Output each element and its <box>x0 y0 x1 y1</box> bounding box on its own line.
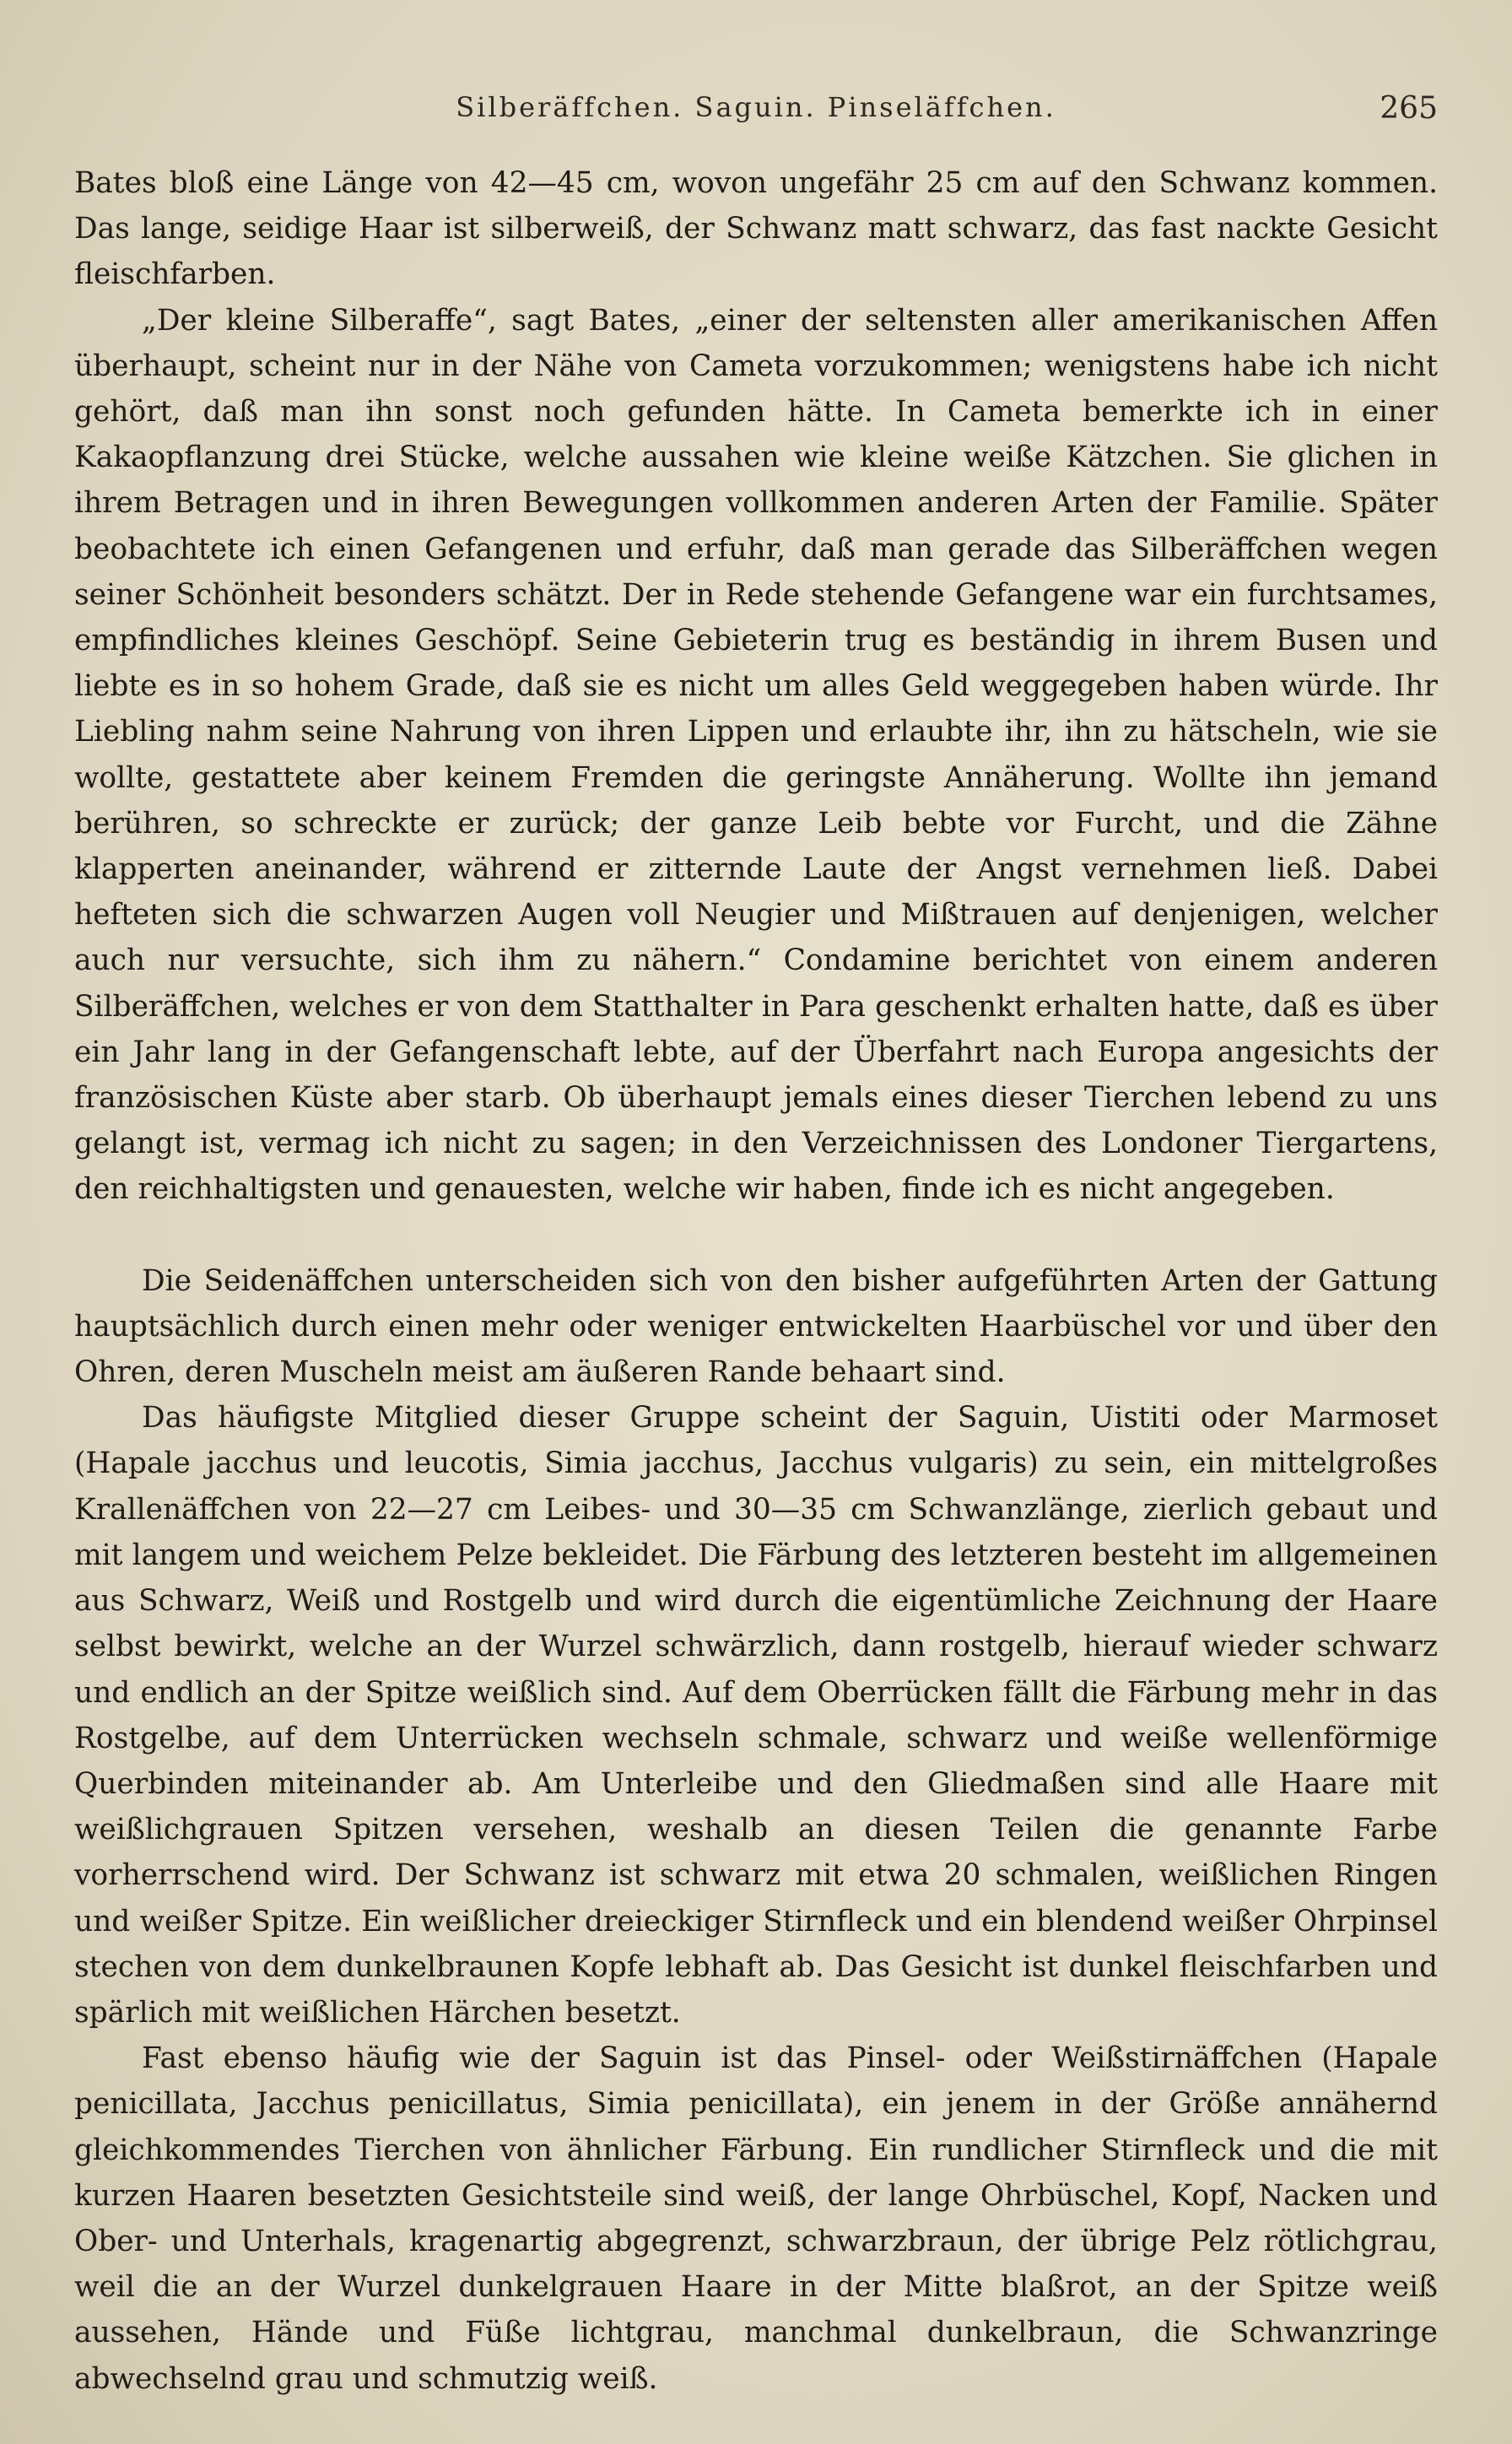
page-number: 265 <box>1380 91 1438 126</box>
paragraph-seidenaeffchen-intro: Die Seidenäffchen unterscheiden sich von den bisher aufgeführten Arten der Gattung hauptsächlich durch einen mehr oder weniger entwickelten Haarbüschel vor und über den Ohren, deren Muscheln meist am äußeren Rande behaart sind. <box>74 1263 1438 1390</box>
running-head <box>74 91 1438 142</box>
paragraph-saguin: Das häufigste Mitglied dieser Gruppe scheint der Saguin, Uistiti oder Marmoset (Hapale jacchus und leucotis, Simia jacchus, Jacchus vulgaris) zu sein, ein mittelgroßes Krallenäffchen von 22—27 cm Leibes- und 30—35 cm Schwanzlänge, zierlich gebaut und mit langem und weichem Pelze bekleidet. Die Färbung des letzteren besteht im allgemeinen aus Schwarz, Weiß und Rostgelb und wird durch die eigentümliche Zeichnung der Haare selbst bewirkt, welche an der Wurzel schwärzlich, dann rostgelb, hierauf wieder schwarz und endlich an der Spitze weißlich sind. Auf dem Oberrücken fällt die Färbung mehr in das Rostgelbe, auf dem Unterrücken wechseln schmale, schwarz und weiße wellenförmige Querbinden miteinander ab. Am Unterleibe und den Gliedmaßen sind alle Haare mit weißlichgrauen Spitzen versehen, weshalb an diesen Teilen die genannte Farbe vorherrschend wird. Der Schwanz ist schwarz mit etwa 20 schmalen, weißlichen Ringen und weißer Spitze. Ein weißlicher dreieckiger Stirnfleck und ein blendend weißer Ohrpinsel stechen von dem dunkelbraunen Kopfe lebhaft ab. Das Gesicht ist dunkel fleischfarben und spärlich mit weißlichen Härchen besetzt. <box>74 1401 1438 2030</box>
body-text <box>74 160 1438 2402</box>
paragraph-bates-quote: „Der kleine Silberaffe“, sagt Bates, „einer der seltensten aller amerikanischen Affen überhaupt, scheint nur in der Nähe von Cameta vorzukommen; wenigstens habe ich nicht gehört, daß man ihn sonst noch gefunden hätte. In Cameta bemerkte ich in einer Kakaopflanzung drei Stücke, welche aussahen wie kleine weiße Kätzchen. Sie glichen in ihrem Betragen und in ihren Bewegungen vollkommen anderen Arten der Familie. Später beobachtete ich einen Gefangenen und erfuhr, daß man gerade das Silberäffchen wegen seiner Schönheit besonders schätzt. Der in Rede stehende Gefangene war ein furchtsames, empfindliches kleines Geschöpf. Seine Gebieterin trug es beständig in ihrem Busen und liebte es in so hohem Grade, daß sie es nicht um alles Geld weggegeben haben würde. Ihr Liebling nahm seine Nahrung von ihren Lippen und erlaubte ihr, ihn zu hätscheln, wie sie wollte, gestattete aber keinem Fremden die geringste Annäherung. Wollte ihn jemand berühren, so schreckte er zurück; der ganze Leib bebte vor Furcht, und die Zähne klapperten aneinander, während er zitternde Laute der Angst vernehmen ließ. Dabei hefteten sich die schwarzen Augen voll Neugier und Mißtrauen auf denjenigen, welcher auch nur versuchte, sich ihm zu nähern.“ Condamine berichtet von einem anderen Silberäffchen, welches er von dem Statthalter in Para geschenkt erhalten hatte, daß es über ein Jahr lang in der Gefangenschaft lebte, auf der Überfahrt nach Europa angesichts der französischen Küste aber starb. Ob überhaupt jemals eines dieser Tierchen lebend zu uns gelangt ist, vermag ich nicht zu sagen; in den Verzeichnissen des Londoner Tiergartens, den reichhaltigsten und genauesten, welche wir haben, finde ich es nicht angegeben. <box>74 303 1438 1207</box>
paragraph-continuation: Bates bloß eine Länge von 42—45 cm, wovon ungefähr 25 cm auf den Schwanz kommen. Das lange, seidige Haar ist silberweiß, der Schwanz matt schwarz, das fast nackte Gesicht fleischfarben. <box>74 166 1438 292</box>
paragraph-pinselaeffchen: Fast ebenso häufig wie der Saguin ist das Pinsel- oder Weißstirnäffchen (Hapale penicillata, Jacchus penicillatus, Simia penicillata), ein jenem in der Größe annähernd gleichkommendes Tierchen von ähnlicher Färbung. Ein rundlicher Stirnfleck und die mit kurzen Haaren besetzten Gesichtsteile sind weiß, der lange Ohrbüschel, Kopf, Nacken und Ober- und Unterhals, kragenartig abgegrenzt, schwarzbraun, der übrige Pelz rötlichgrau, weil die an der Wurzel dunkelgrauen Haare in der Mitte blaßrot, an der Spitze weiß aussehen, Hände und Füße lichtgrau, manchmal dunkelbraun, die Schwanzringe abwechselnd grau und schmutzig weiß. <box>74 2041 1438 2396</box>
running-head-title: Silberäffchen. Saguin. Pinseläffchen. <box>456 91 1056 123</box>
